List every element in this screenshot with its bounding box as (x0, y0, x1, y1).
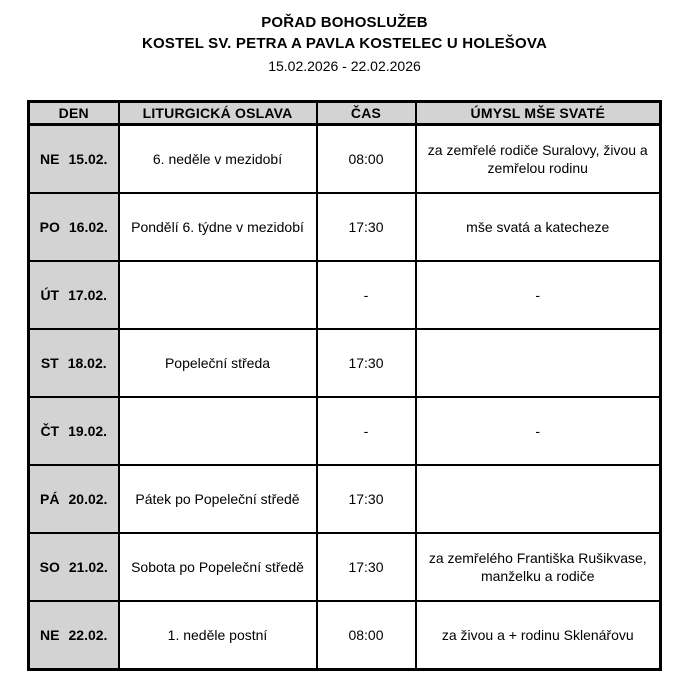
day-cell (29, 193, 119, 261)
column-header-den: DEN (29, 102, 119, 125)
intention-cell: - (416, 261, 661, 329)
day-cell (29, 261, 119, 329)
celebration-cell: 6. neděle v mezidobí (119, 125, 317, 194)
day-date: 18.02. (67, 355, 107, 371)
day-cell (29, 601, 119, 670)
day-cell (29, 533, 119, 601)
day-date: 21.02. (68, 559, 108, 575)
date-range: 15.02.2026 - 22.02.2026 (268, 58, 421, 74)
intention-cell (416, 329, 661, 397)
day-abbr: SO (39, 559, 60, 575)
day-abbr: NE (40, 151, 60, 167)
day-abbr: ČT (40, 423, 60, 439)
page-subtitle: KOSTEL SV. PETRA A PAVLA KOSTELEC U HOLEŠOVA (142, 35, 547, 52)
intention-cell: za zemřelého Františka Rušikvase, manželku a rodiče (416, 533, 661, 601)
intention-cell: mše svatá a katecheze (416, 193, 661, 261)
time-cell: 17:30 (317, 329, 416, 397)
intention-cell: za zemřelé rodiče Suralovy, živou a zemřelou rodinu (416, 125, 661, 194)
day-date: 19.02. (68, 423, 108, 439)
day-label (30, 286, 118, 304)
day-abbr: PO (39, 219, 60, 235)
day-cell (29, 397, 119, 465)
day-date: 17.02. (68, 287, 108, 303)
day-label (30, 150, 118, 168)
schedule-table (27, 100, 662, 671)
time-cell: - (317, 261, 416, 329)
day-label (30, 558, 118, 576)
table-row (29, 125, 661, 194)
time-cell: 08:00 (317, 601, 416, 670)
day-cell (29, 329, 119, 397)
time-cell: 17:30 (317, 465, 416, 533)
celebration-cell: Pátek po Popeleční středě (119, 465, 317, 533)
day-date: 15.02. (68, 151, 108, 167)
time-cell: 17:30 (317, 193, 416, 261)
celebration-cell (119, 397, 317, 465)
time-cell: 17:30 (317, 533, 416, 601)
header-row (29, 102, 661, 125)
day-label (30, 354, 118, 372)
day-label (30, 626, 118, 644)
time-cell: 08:00 (317, 125, 416, 194)
column-header-cas: ČAS (317, 102, 416, 125)
day-abbr: ST (40, 355, 59, 371)
table-row (29, 465, 661, 533)
intention-cell: - (416, 397, 661, 465)
day-abbr: NE (40, 627, 60, 643)
day-cell (29, 465, 119, 533)
time-cell: - (317, 397, 416, 465)
column-header-liturgicka-oslava: LITURGICKÁ OSLAVA (119, 102, 317, 125)
table-row (29, 193, 661, 261)
title-block (0, 12, 689, 76)
celebration-cell: Pondělí 6. týdne v mezidobí (119, 193, 317, 261)
table-row (29, 533, 661, 601)
day-date: 22.02. (68, 627, 108, 643)
intention-cell (416, 465, 661, 533)
column-header-umysl-mse-svate: ÚMYSL MŠE SVATÉ (416, 102, 661, 125)
day-label (30, 218, 118, 236)
day-label (30, 422, 118, 440)
celebration-cell: 1. neděle postní (119, 601, 317, 670)
day-date: 16.02. (68, 219, 108, 235)
day-date: 20.02. (68, 491, 108, 507)
celebration-cell: Popeleční středa (119, 329, 317, 397)
intention-cell: za živou a + rodinu Sklenářovu (416, 601, 661, 670)
schedule-body (29, 125, 661, 670)
day-label (30, 490, 118, 508)
celebration-cell (119, 261, 317, 329)
page-title: POŘAD BOHOSLUŽEB (261, 14, 428, 31)
table-row (29, 261, 661, 329)
day-abbr: ÚT (40, 287, 60, 303)
table-row (29, 601, 661, 670)
day-abbr: PÁ (40, 491, 60, 507)
table-row (29, 329, 661, 397)
celebration-cell: Sobota po Popeleční středě (119, 533, 317, 601)
table-row (29, 397, 661, 465)
day-cell (29, 125, 119, 194)
